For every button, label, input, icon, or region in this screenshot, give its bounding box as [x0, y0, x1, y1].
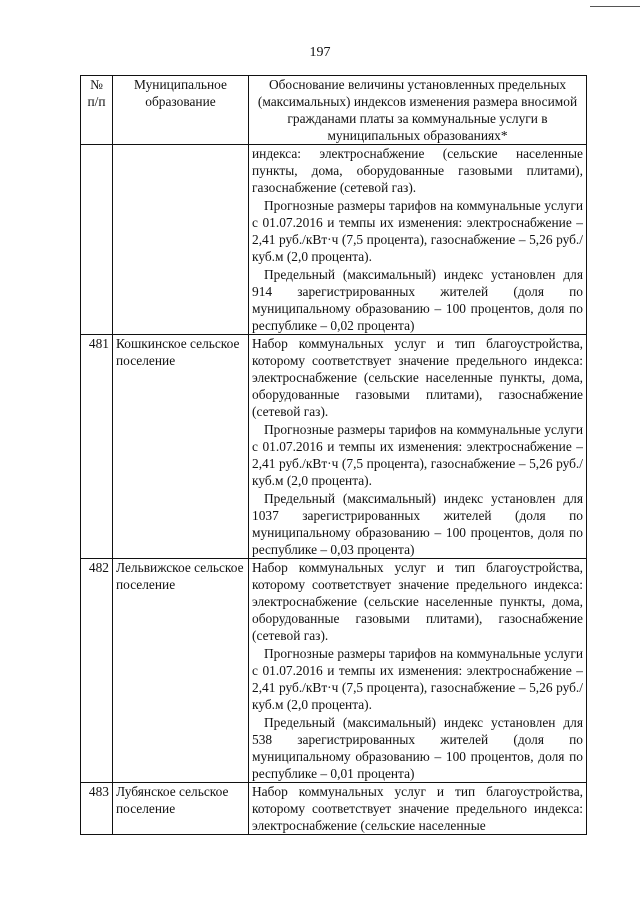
justification-paragraph: Предельный (максимальный) индекс установлен для 914 зарегистрированных жителей (доля по муниципальному образованию – 100 процентов, доля по республике – 0,02 процента): [252, 267, 583, 333]
justification-paragraph: индекса: электроснабжение (сельские населенные пункты, дома, оборудованные газовыми плитами), газоснабжение (сетевой газ).: [252, 146, 583, 195]
row-justification: [249, 783, 587, 835]
row-municipality: Лельвижское сельское поселение: [113, 559, 249, 783]
row-num: 481: [81, 335, 113, 559]
justification-paragraph: Прогнозные размеры тарифов на коммунальные услуги с 01.07.2016 и темпы их изменения: электроснабжение – 2,41 руб./кВт·ч (7,5 процента), газоснабжение – 5,26 руб./куб.м (2,0 процента).: [252, 646, 583, 712]
justification-paragraph: Набор коммунальных услуг и тип благоустройства, которому соответствует значение предельного индекса: электроснабжение (сельские населенные пункты, дома, оборудованные газовыми плитами), газоснабжение (сетевой газ).: [252, 336, 583, 419]
justification-paragraph: Прогнозные размеры тарифов на коммунальные услуги с 01.07.2016 и темпы их изменения: электроснабжение – 2,41 руб./кВт·ч (7,5 процента), газоснабжение – 5,26 руб./куб.м (2,0 процента).: [252, 422, 583, 488]
row-municipality: Лубянское сельское поселение: [113, 783, 249, 835]
row-num: [81, 145, 113, 335]
justification-paragraph: Предельный (максимальный) индекс установлен для 1037 зарегистрированных жителей (доля по муниципальному образованию – 100 процентов, доля по республике – 0,03 процента): [252, 491, 583, 557]
table-header-row: [81, 76, 587, 145]
table-row: [81, 559, 587, 783]
table-row: [81, 335, 587, 559]
table-row: [81, 145, 587, 335]
table-row: [81, 783, 587, 835]
row-justification: [249, 335, 587, 559]
row-municipality: Кошкинское сельское поселение: [113, 335, 249, 559]
tariff-justification-table: [80, 75, 587, 835]
corner-scan-mark: [590, 6, 640, 7]
justification-paragraph: Набор коммунальных услуг и тип благоустройства, которому соответствует значение предельного индекса: электроснабжение (сельские населенные: [252, 784, 583, 833]
header-justification: Обоснование величины установленных предельных (максимальных) индексов изменения размера вносимой гражданами платы за коммунальные услуги в муниципальных образованиях*: [249, 76, 587, 145]
row-num: 483: [81, 783, 113, 835]
row-municipality: [113, 145, 249, 335]
justification-paragraph: Прогнозные размеры тарифов на коммунальные услуги с 01.07.2016 и темпы их изменения: электроснабжение – 2,41 руб./кВт·ч (7,5 процента), газоснабжение – 5,26 руб./куб.м (2,0 процента).: [252, 198, 583, 264]
justification-paragraph: Набор коммунальных услуг и тип благоустройства, которому соответствует значение предельного индекса: электроснабжение (сельские населенные пункты, дома, оборудованные газовыми плитами), газоснабжение (сетевой газ).: [252, 560, 583, 643]
header-municipality: Муниципальное образование: [113, 76, 249, 145]
justification-paragraph: Предельный (максимальный) индекс установлен для 538 зарегистрированных жителей (доля по муниципальному образованию – 100 процентов, доля по республике – 0,01 процента): [252, 715, 583, 781]
row-justification: [249, 559, 587, 783]
header-num: № п/п: [81, 76, 113, 145]
row-justification: [249, 145, 587, 335]
row-num: 482: [81, 559, 113, 783]
page-number: 197: [309, 45, 331, 60]
